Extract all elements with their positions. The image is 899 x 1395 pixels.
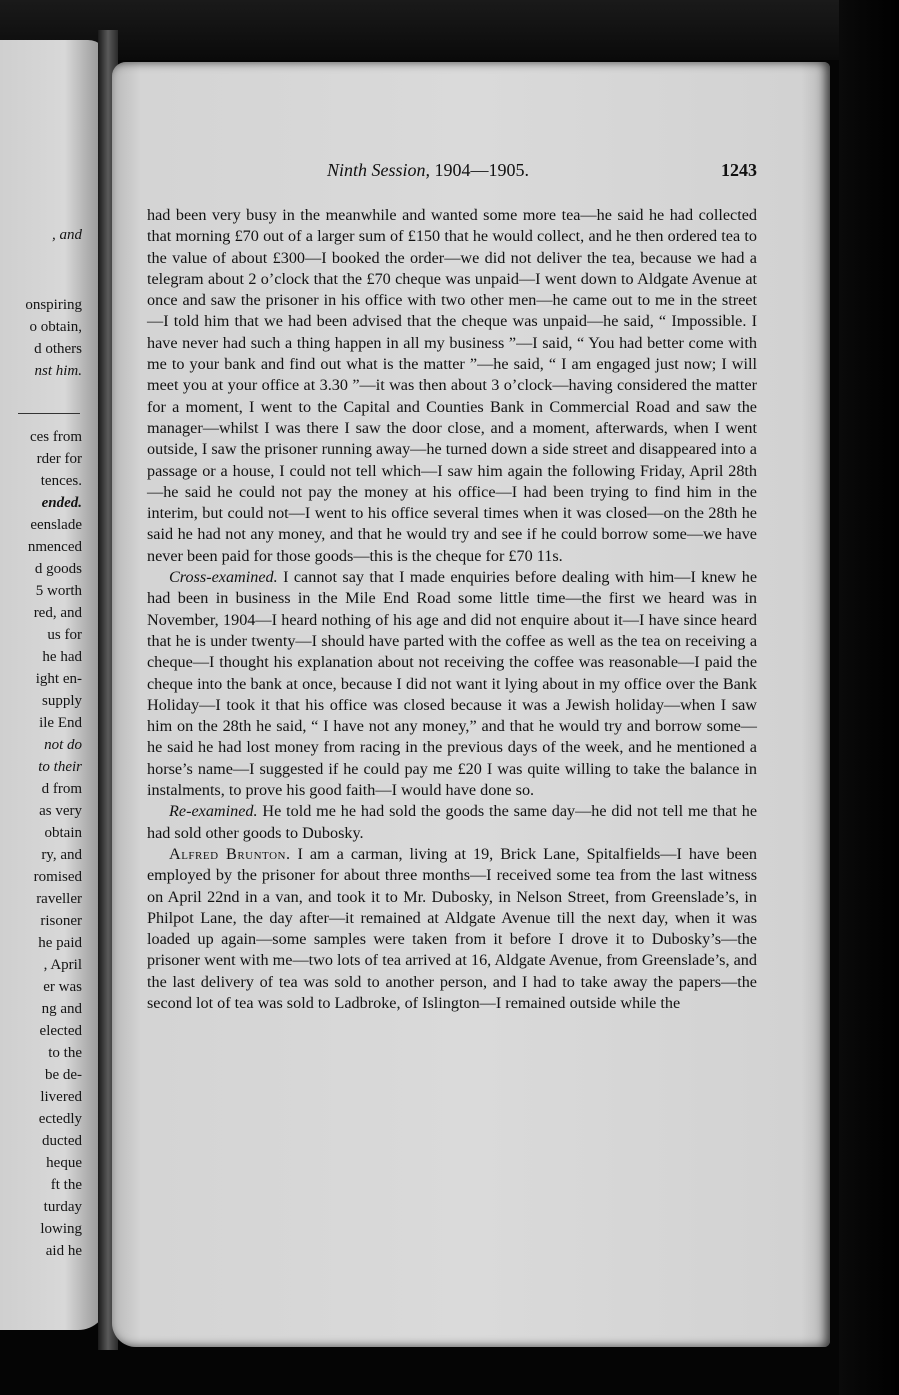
left-page-line: he had — [42, 649, 82, 665]
left-page-line: d others — [34, 341, 82, 357]
left-facing-page — [0, 40, 108, 1330]
left-page-line: ces from — [29, 429, 82, 445]
left-page-line: ectedly — [38, 1111, 82, 1127]
left-page-line: be de- — [44, 1067, 82, 1083]
left-page-line: he paid — [38, 935, 82, 951]
left-page-line: nmenced — [27, 539, 82, 555]
running-head-session: Ninth Session, — [327, 160, 431, 180]
left-page-line: red, and — [33, 605, 82, 621]
cross-examined-label: Cross-examined. — [169, 568, 278, 587]
left-page-line: to the — [48, 1045, 82, 1061]
left-page-line: to their — [38, 759, 82, 775]
left-page-line: d from — [41, 781, 82, 797]
witness-text: I am a carman, living at 19, Brick Lane, Spitalfields—I have been employed by the prisoner for about three months—I received some tea from the last witness on April 22nd in a van, and took it to Mr. Dubosky, in Nelson Street, from Greenslade’s, in Philpot Lane, the day after—it remained at Aldgate Avenue till the next day, when it was loaded up again—some samples were taken from it before I drove it to Dubosky’s—the prisoner went with me—two lots of tea arrived at 16, Aldgate Avenue, from Greenslade’s, and the last delivery of tea was sold to another person, and I had to take away the papers—the second lot of tea was sold to Ladbroke, of Islington—I remained outside while the — [147, 844, 757, 1012]
left-page-line: eensladе — [30, 517, 82, 533]
re-examined-label: Re-examined. — [169, 802, 258, 821]
left-page-line: er was — [43, 979, 82, 995]
running-head — [327, 160, 529, 181]
left-page-line: as very — [39, 803, 82, 819]
left-page-line: tences. — [40, 473, 82, 489]
left-page-line: elected — [39, 1023, 82, 1039]
left-page-rule — [18, 413, 80, 414]
left-page-line: rder for — [36, 451, 82, 467]
paragraph-testimony: had been very busy in the meanwhile and wanted some more tea—he said he had collected that morning £70 out of a larger sum of £150 that he would collect, and he then ordered tea to the value of about £300—I booked the order—we did not deliver the tea, because we had a telegram about 2 o’clock that the £70 cheque was unpaid—I went down to Aldgate Avenue at once and saw the prisoner in his office with two other men—he came out to me in the street—I told him that we had been advised that the cheque was unpaid—he said, “ Impossible. I have never had such a thing happen in all my business ”—I said, “ You had better come with me to your bank and find out what is the matter ”—he said, “ I am engaged just now; I will meet you at your office at 3.30 ”—it was then about 3 o’clock—having considered the matter for a moment, I went to the Capital and Counties Bank in Commercial Road and saw the manager—whilst I was there I saw the door close, and a moment, afterwards, when I went outside, I saw the prisoner running away—he turned down a side street and disappeared into a passage or a house, I could not tell which—I saw him again the following Friday, April 28th—he said he could not pay the money at his office—I had been trying to find him in the interim, but could not—I went to his office several times when it was closed—on the 28th he said he had not any money, and that he would try and see if he could borrow some—we have never been paid for those goods—this is the cheque for £70 11s. — [147, 206, 757, 565]
paragraph-witness — [147, 844, 757, 1014]
left-page-line: turday — [43, 1199, 82, 1215]
re-examined-text: He told me he had sold the goods the same day—he did not tell me that he had sold other goods to Dubosky. — [147, 802, 757, 842]
left-page-line: 5 worth — [35, 583, 82, 599]
left-page-line: ducted — [42, 1133, 82, 1149]
left-page-line: lowing — [40, 1221, 82, 1237]
left-page-line: risoner — [40, 913, 82, 929]
scanner-frame-right — [839, 0, 899, 1395]
paragraph-re-examined — [147, 801, 757, 844]
left-page-line: nst him. — [34, 363, 82, 379]
left-page-line: livered — [40, 1089, 82, 1105]
left-page-line: ight en- — [35, 671, 82, 687]
left-page-line: heque — [46, 1155, 82, 1171]
left-page-line: ng and — [41, 1001, 82, 1017]
left-page-line: ended. — [41, 495, 82, 511]
left-page-line: ile End — [39, 715, 82, 731]
scanner-frame-top — [0, 0, 899, 60]
left-page-line: aid he — [45, 1243, 82, 1259]
left-page-line: ry, and — [41, 847, 82, 863]
left-page-line: ft the — [50, 1177, 82, 1193]
left-page-line: onspiring — [25, 297, 82, 313]
running-head-years: 1904—1905. — [434, 160, 530, 180]
left-page-line: supply — [41, 693, 82, 709]
cross-examined-text: I cannot say that I made enquiries before dealing with him—I knew he had been in business in the Mile End Road some little time—the first we heard was in November, 1904—I heard nothing of his age and did not enquire about it—I have since heard that he is under twenty—I should have parted with the coffee as well as the tea on receiving a cheque—I thought his explanation about not receiving the coffee was reasonable—I paid the cheque into the bank at once, because I did not want it lying about in my office over the Bank Holiday—I took it that his office was closed because it was a Jewish holiday—when I saw him on the 28th he said, “ I have not any money,” and that he would try and borrow some—he said he had lost money from racing in the previous days of the week, and he mentioned a horse’s name—I suggested if he could pay me £20 I was quite willing to take the balance in instalments, to prove his good faith—I would have done so. — [147, 568, 758, 800]
left-page-line: , April — [43, 957, 82, 973]
left-page-line: obtain — [44, 825, 82, 841]
witness-name: Alfred Brunton. — [169, 844, 291, 863]
left-page-line: raveller — [36, 891, 82, 907]
left-page-line: romised — [33, 869, 82, 885]
page-number: 1243 — [721, 160, 757, 180]
paragraph-cross-examined — [147, 567, 757, 801]
left-page-line: , and — [52, 227, 82, 243]
page-header — [145, 160, 757, 184]
left-page-line: us for — [47, 627, 82, 643]
page-body — [147, 205, 757, 1014]
left-page-line: not do — [44, 737, 82, 753]
left-page-line: o obtain, — [29, 319, 82, 335]
left-page-line: d goods — [34, 561, 82, 577]
